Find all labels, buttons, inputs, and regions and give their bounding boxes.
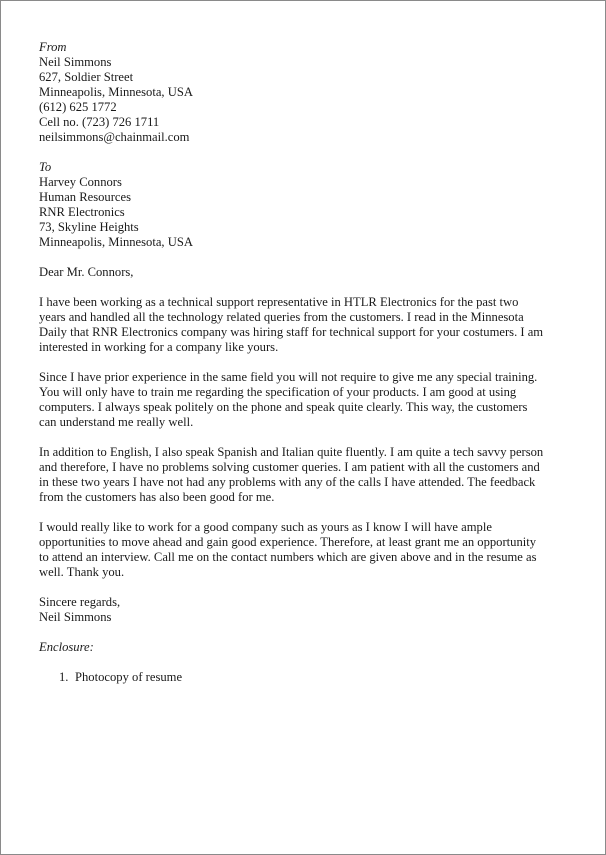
enclosure-label: Enclosure: — [39, 640, 94, 654]
paragraph-line: I have been working as a technical support representative in HTLR Electronics for the past two — [39, 295, 519, 309]
closing-phrase: Sincere regards, — [39, 595, 121, 609]
enclosure-list — [39, 670, 567, 685]
paragraph-line: can understand me really well. — [39, 415, 194, 429]
list-item-number: 1. — [59, 670, 69, 684]
paragraph-line: Daily that RNR Electronics company was hiring staff for technical support for your costumers. I am — [39, 325, 544, 339]
salutation: Dear Mr. Connors, — [39, 265, 134, 279]
from-label: From — [39, 40, 67, 54]
list-item-text: Photocopy of resume — [75, 670, 183, 684]
paragraph-3 — [39, 445, 567, 505]
sender-name: Neil Simmons — [39, 55, 112, 69]
recipient-department: Human Resources — [39, 190, 131, 204]
paragraph-line: opportunities to move ahead and gain good experience. Therefore, at least grant me an opportunity — [39, 535, 537, 549]
paragraph-line: I would really like to work for a good company such as yours as I know I will have ample — [39, 520, 492, 534]
recipient-city: Minneapolis, Minnesota, USA — [39, 235, 193, 249]
recipient-name: Harvey Connors — [39, 175, 122, 189]
sender-phone: (612) 625 1772 — [39, 100, 117, 114]
enclosure-block — [39, 640, 567, 685]
paragraph-line: In addition to English, I also speak Spanish and Italian quite fluently. I am quite a tech savvy person — [39, 445, 544, 459]
paragraph-line: You will only have to train me regarding the specification of your products. I am good at using — [39, 385, 517, 399]
paragraph-2 — [39, 370, 567, 430]
sender-street: 627, Soldier Street — [39, 70, 134, 84]
paragraph-line: from the customers has also been good for me. — [39, 490, 275, 504]
recipient-block — [39, 160, 567, 250]
sender-block — [39, 40, 567, 145]
paragraph-line: years and handled all the technology related queries from the customers. I read in the Minnesota — [39, 310, 524, 324]
closing-block — [39, 595, 567, 625]
to-label: To — [39, 160, 52, 174]
signature-name: Neil Simmons — [39, 610, 112, 624]
sender-email: neilsimmons@chainmail.com — [39, 130, 190, 144]
paragraph-line: in these two years I have not had any problems with any of the calls I have attended. The feedback — [39, 475, 536, 489]
sender-cell: Cell no. (723) 726 1711 — [39, 115, 160, 129]
paragraph-line: to attend an interview. Call me on the contact numbers which are given above and in the resume as — [39, 550, 537, 564]
recipient-street: 73, Skyline Heights — [39, 220, 139, 234]
paragraph-line: and therefore, I have no problems solving customer queries. I am patient with all the customers and — [39, 460, 540, 474]
list-item — [39, 670, 567, 685]
paragraph-line: computers. I always speak politely on the phone and speak quite clearly. This way, the customers — [39, 400, 528, 414]
paragraph-line: interested in working for a company like yours. — [39, 340, 279, 354]
letter-body — [39, 40, 567, 685]
recipient-company: RNR Electronics — [39, 205, 125, 219]
paragraph-1 — [39, 295, 567, 355]
paragraph-line: well. Thank you. — [39, 565, 125, 579]
sender-city: Minneapolis, Minnesota, USA — [39, 85, 193, 99]
paragraph-line: Since I have prior experience in the same field you will not require to give me any special training. — [39, 370, 538, 384]
paragraph-4 — [39, 520, 567, 580]
